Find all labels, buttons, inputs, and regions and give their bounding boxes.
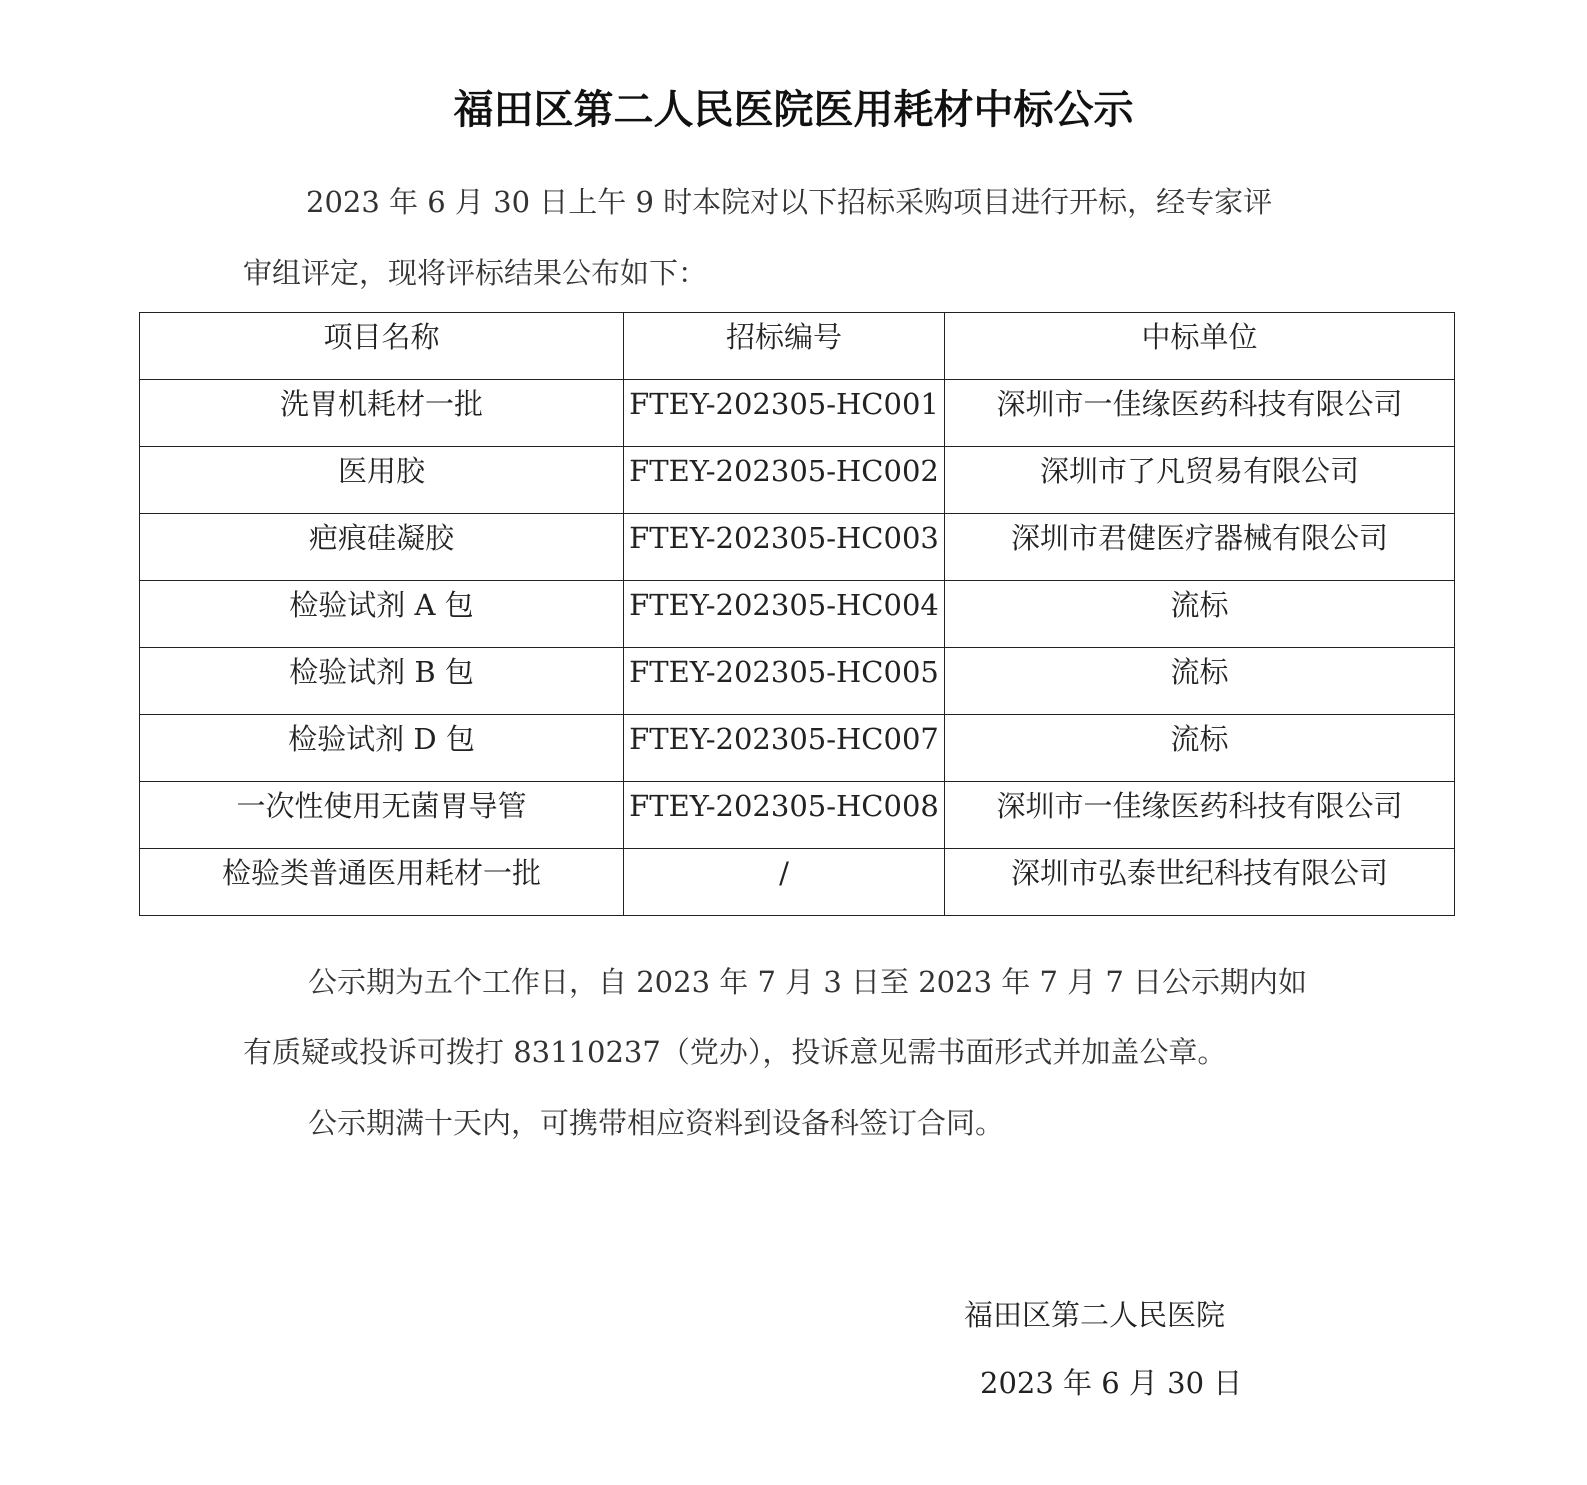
table-row	[140, 715, 1455, 782]
intro-line-1: 2023 年 6 月 30 日上午 9 时本院对以下招标采购项目进行开标，经专家评	[306, 185, 1273, 219]
signature-date: 2023 年 6 月 30 日	[980, 1366, 1243, 1400]
table-row	[140, 648, 1455, 715]
table-row	[140, 849, 1455, 916]
cell-bid-number: FTEY-202305-HC005	[624, 648, 945, 715]
intro-line-2: 审组评定，现将评标结果公布如下：	[243, 256, 708, 290]
cell-project-name: 检验试剂 D 包	[140, 715, 624, 782]
table-row	[140, 380, 1455, 447]
bid-result-table	[139, 312, 1455, 916]
notice-line-3: 公示期满十天内，可携带相应资料到设备科签订合同。	[308, 1106, 1005, 1140]
cell-project-name: 疤痕硅凝胶	[140, 514, 624, 581]
cell-bid-number: FTEY-202305-HC002	[624, 447, 945, 514]
cell-winning-bidder: 深圳市一佳缘医药科技有限公司	[945, 782, 1455, 849]
notice-line-2: 有质疑或投诉可拨打 83110237（党办），投诉意见需书面形式并加盖公章。	[243, 1035, 1227, 1069]
signature-organization: 福田区第二人民医院	[964, 1298, 1226, 1332]
header-project-name: 项目名称	[140, 313, 624, 380]
cell-project-name: 检验类普通医用耗材一批	[140, 849, 624, 916]
table-row	[140, 514, 1455, 581]
cell-bid-number: FTEY-202305-HC008	[624, 782, 945, 849]
cell-project-name: 一次性使用无菌胃导管	[140, 782, 624, 849]
cell-bid-number: FTEY-202305-HC001	[624, 380, 945, 447]
cell-project-name: 检验试剂 B 包	[140, 648, 624, 715]
cell-project-name: 检验试剂 A 包	[140, 581, 624, 648]
cell-bid-number: /	[624, 849, 945, 916]
cell-winning-bidder: 深圳市君健医疗器械有限公司	[945, 514, 1455, 581]
cell-winning-bidder: 流标	[945, 715, 1455, 782]
cell-winning-bidder: 深圳市弘泰世纪科技有限公司	[945, 849, 1455, 916]
cell-winning-bidder: 流标	[945, 648, 1455, 715]
page-title: 福田区第二人民医院医用耗材中标公示	[453, 87, 1134, 133]
header-winning-bidder: 中标单位	[945, 313, 1455, 380]
table-header-row	[140, 313, 1455, 380]
cell-winning-bidder: 深圳市一佳缘医药科技有限公司	[945, 380, 1455, 447]
table-row	[140, 447, 1455, 514]
table-row	[140, 581, 1455, 648]
cell-bid-number: FTEY-202305-HC004	[624, 581, 945, 648]
cell-winning-bidder: 流标	[945, 581, 1455, 648]
cell-bid-number: FTEY-202305-HC003	[624, 514, 945, 581]
cell-winning-bidder: 深圳市了凡贸易有限公司	[945, 447, 1455, 514]
cell-bid-number: FTEY-202305-HC007	[624, 715, 945, 782]
notice-line-1: 公示期为五个工作日，自 2023 年 7 月 3 日至 2023 年 7 月 7 日公示期内如	[308, 965, 1308, 999]
table-row	[140, 782, 1455, 849]
cell-project-name: 医用胶	[140, 447, 624, 514]
cell-project-name: 洗胃机耗材一批	[140, 380, 624, 447]
header-bid-number: 招标编号	[624, 313, 945, 380]
